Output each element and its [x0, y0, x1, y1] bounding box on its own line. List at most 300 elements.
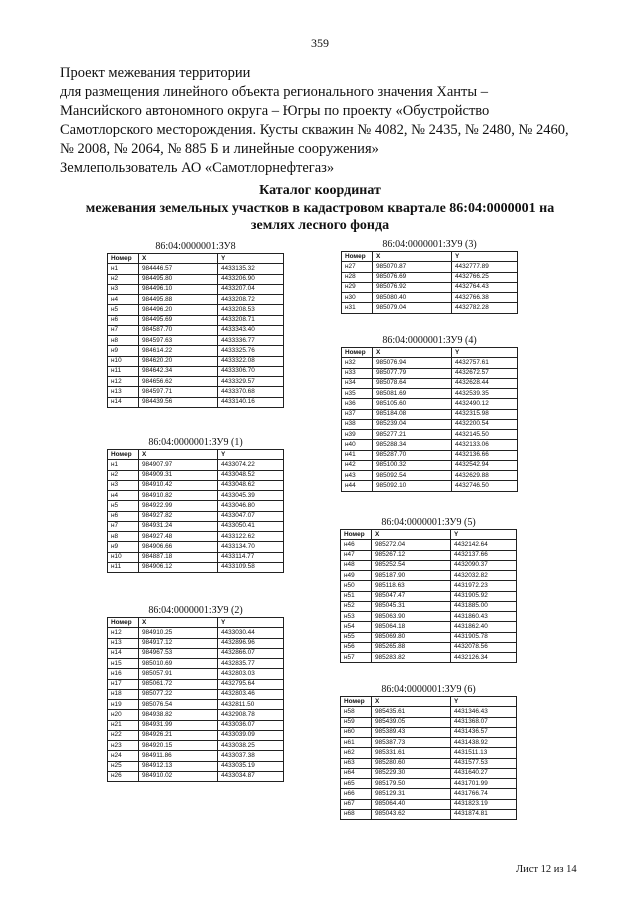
- y-coordinate-cell: 4432315.98: [452, 409, 518, 419]
- table-row: [108, 264, 284, 274]
- column-header-x: X: [373, 348, 452, 358]
- table-row: [108, 460, 284, 470]
- point-number-cell: н23: [108, 741, 139, 751]
- column-header-x: X: [372, 530, 451, 540]
- x-coordinate-cell: 985265.88: [372, 642, 451, 652]
- header-line: для размещения линейного объекта регионального значения Ханты –: [60, 84, 488, 100]
- point-number-cell: н37: [342, 409, 373, 419]
- table-row: [342, 262, 518, 272]
- page-number: 359: [311, 36, 329, 50]
- y-coordinate-cell: 4433206.90: [218, 274, 284, 284]
- table-row: [342, 481, 518, 491]
- table-row: [341, 768, 517, 778]
- x-coordinate-cell: 984927.82: [139, 511, 218, 521]
- x-coordinate-cell: 985179.50: [372, 779, 451, 789]
- table-row: [108, 628, 284, 638]
- table-row: [341, 738, 517, 748]
- y-coordinate-cell: 4431972.23: [451, 581, 517, 591]
- point-number-cell: н3: [108, 480, 139, 490]
- x-coordinate-cell: 985061.72: [139, 679, 218, 689]
- x-coordinate-cell: 985239.04: [373, 419, 452, 429]
- table-row: [342, 389, 518, 399]
- x-coordinate-cell: 985092.54: [373, 471, 452, 481]
- y-coordinate-cell: 4433343.40: [218, 325, 284, 335]
- point-number-cell: н5: [108, 305, 139, 315]
- table-row: [108, 377, 284, 387]
- table-row: [341, 707, 517, 717]
- table-row: [108, 689, 284, 699]
- x-coordinate-cell: 985283.82: [372, 653, 451, 663]
- x-coordinate-cell: 985277.21: [373, 430, 452, 440]
- y-coordinate-cell: 4433035.19: [218, 761, 284, 771]
- point-number-cell: н16: [108, 669, 139, 679]
- header-line: Самотлорского месторождения. Кусты скважин № 4082, № 2435, № 2480, № 2460,: [60, 122, 569, 138]
- table-row: [108, 638, 284, 648]
- y-coordinate-cell: 4433208.53: [218, 305, 284, 315]
- x-coordinate-cell: 984927.48: [139, 532, 218, 542]
- x-coordinate-cell: 985252.54: [372, 560, 451, 570]
- y-coordinate-cell: 4433207.04: [218, 284, 284, 294]
- table-row: [108, 730, 284, 740]
- point-number-cell: н26: [108, 771, 139, 781]
- y-coordinate-cell: 4433036.07: [218, 720, 284, 730]
- y-coordinate-cell: 4431905.78: [451, 632, 517, 642]
- y-coordinate-cell: 4433034.87: [218, 771, 284, 781]
- column-header-number: Номер: [108, 254, 139, 264]
- table-row: [341, 591, 517, 601]
- table-row: [342, 368, 518, 378]
- column-header-number: Номер: [108, 618, 139, 628]
- catalog-title-line: межевания земельных участков в кадастровом квартале 86:04:0000001 на: [85, 200, 555, 216]
- table-row: [108, 295, 284, 305]
- column-header-number: Номер: [108, 450, 139, 460]
- x-coordinate-cell: 984907.97: [139, 460, 218, 470]
- point-number-cell: н34: [342, 378, 373, 388]
- point-number-cell: н3: [108, 284, 139, 294]
- coord-block-zu9-3: [341, 239, 518, 314]
- table-row: [341, 571, 517, 581]
- x-coordinate-cell: 984912.13: [139, 761, 218, 771]
- y-coordinate-cell: 4432766.38: [452, 293, 518, 303]
- column-header-y: Y: [452, 252, 518, 262]
- table-row: [341, 601, 517, 611]
- x-coordinate-cell: 985076.92: [373, 282, 452, 292]
- y-coordinate-cell: 4431436.57: [451, 727, 517, 737]
- table-row: [108, 521, 284, 531]
- x-coordinate-cell: 985043.62: [372, 809, 451, 819]
- x-coordinate-cell: 985069.80: [372, 632, 451, 642]
- coord-block-zu9-5: [340, 517, 517, 663]
- table-row: [108, 761, 284, 771]
- x-coordinate-cell: 985331.61: [372, 748, 451, 758]
- x-coordinate-cell: 984495.88: [139, 295, 218, 305]
- x-coordinate-cell: 985389.43: [372, 727, 451, 737]
- table-row: [341, 632, 517, 642]
- table-caption: 86:04:0000001:ЗУ9 (6): [381, 684, 476, 695]
- point-number-cell: н63: [341, 758, 372, 768]
- x-coordinate-cell: 984614.22: [139, 346, 218, 356]
- x-coordinate-cell: 984909.31: [139, 470, 218, 480]
- point-number-cell: н43: [342, 471, 373, 481]
- x-coordinate-cell: 984887.18: [139, 552, 218, 562]
- y-coordinate-cell: 4433336.77: [218, 336, 284, 346]
- point-number-cell: н42: [342, 460, 373, 470]
- y-coordinate-cell: 4433039.09: [218, 730, 284, 740]
- table-row: [342, 282, 518, 292]
- table-row: [108, 470, 284, 480]
- table-row: [342, 358, 518, 368]
- x-coordinate-cell: 984931.24: [139, 521, 218, 531]
- point-number-cell: н39: [342, 430, 373, 440]
- y-coordinate-cell: 4431860.43: [451, 612, 517, 622]
- y-coordinate-cell: 4433047.07: [218, 511, 284, 521]
- x-coordinate-cell: 984446.57: [139, 264, 218, 274]
- point-number-cell: н13: [108, 387, 139, 397]
- x-coordinate-cell: 985079.04: [373, 303, 452, 313]
- coordinates-table: [107, 617, 284, 782]
- table-row: [108, 710, 284, 720]
- table-row: [108, 720, 284, 730]
- x-coordinate-cell: 985272.04: [372, 540, 451, 550]
- point-number-cell: н55: [341, 632, 372, 642]
- x-coordinate-cell: 984911.86: [139, 751, 218, 761]
- x-coordinate-cell: 985100.32: [373, 460, 452, 470]
- y-coordinate-cell: 4432766.25: [452, 272, 518, 282]
- y-coordinate-cell: 4433122.62: [218, 532, 284, 542]
- x-coordinate-cell: 985064.40: [372, 799, 451, 809]
- point-number-cell: н54: [341, 622, 372, 632]
- x-coordinate-cell: 984587.70: [139, 325, 218, 335]
- y-coordinate-cell: 4432126.34: [451, 653, 517, 663]
- x-coordinate-cell: 984642.34: [139, 366, 218, 376]
- x-coordinate-cell: 984910.02: [139, 771, 218, 781]
- table-row: [341, 799, 517, 809]
- x-coordinate-cell: 985184.08: [373, 409, 452, 419]
- point-number-cell: н41: [342, 450, 373, 460]
- x-coordinate-cell: 984917.12: [139, 638, 218, 648]
- point-number-cell: н65: [341, 779, 372, 789]
- table-row: [342, 460, 518, 470]
- x-coordinate-cell: 984597.63: [139, 336, 218, 346]
- x-coordinate-cell: 985439.05: [372, 717, 451, 727]
- table-row: [108, 669, 284, 679]
- point-number-cell: н57: [341, 653, 372, 663]
- point-number-cell: н8: [108, 336, 139, 346]
- y-coordinate-cell: 4432757.61: [452, 358, 518, 368]
- point-number-cell: н33: [342, 368, 373, 378]
- x-coordinate-cell: 985010.69: [139, 659, 218, 669]
- table-header-row: [342, 252, 518, 262]
- point-number-cell: н7: [108, 521, 139, 531]
- y-coordinate-cell: 4432539.35: [452, 389, 518, 399]
- table-row: [108, 480, 284, 490]
- table-row: [342, 293, 518, 303]
- y-coordinate-cell: 4432782.28: [452, 303, 518, 313]
- table-row: [108, 542, 284, 552]
- table-row: [108, 659, 284, 669]
- y-coordinate-cell: 4432764.43: [452, 282, 518, 292]
- x-coordinate-cell: 984920.15: [139, 741, 218, 751]
- point-number-cell: н27: [342, 262, 373, 272]
- y-coordinate-cell: 4432200.54: [452, 419, 518, 429]
- coordinates-table: [340, 529, 517, 663]
- point-number-cell: н35: [342, 389, 373, 399]
- point-number-cell: н64: [341, 768, 372, 778]
- point-number-cell: н9: [108, 346, 139, 356]
- column-header-x: X: [139, 618, 218, 628]
- point-number-cell: н11: [108, 366, 139, 376]
- x-coordinate-cell: 985387.73: [372, 738, 451, 748]
- x-coordinate-cell: 985435.61: [372, 707, 451, 717]
- point-number-cell: н56: [341, 642, 372, 652]
- y-coordinate-cell: 4433306.70: [218, 366, 284, 376]
- point-number-cell: н38: [342, 419, 373, 429]
- coordinates-table: [107, 253, 284, 408]
- y-coordinate-cell: 4433109.58: [218, 562, 284, 572]
- y-coordinate-cell: 4432490.12: [452, 399, 518, 409]
- coord-block-zu9-2: [107, 605, 284, 782]
- y-coordinate-cell: 4432145.50: [452, 430, 518, 440]
- y-coordinate-cell: 4432866.07: [218, 648, 284, 658]
- table-row: [108, 274, 284, 284]
- y-coordinate-cell: 4432136.66: [452, 450, 518, 460]
- point-number-cell: н1: [108, 460, 139, 470]
- y-coordinate-cell: 4432629.88: [452, 471, 518, 481]
- point-number-cell: н22: [108, 730, 139, 740]
- y-coordinate-cell: 4432835.77: [218, 659, 284, 669]
- table-row: [108, 648, 284, 658]
- table-header-row: [108, 254, 284, 264]
- y-coordinate-cell: 4431862.40: [451, 622, 517, 632]
- column-header-y: Y: [452, 348, 518, 358]
- column-header-number: Номер: [341, 697, 372, 707]
- y-coordinate-cell: 4433135.32: [218, 264, 284, 274]
- y-coordinate-cell: 4432777.89: [452, 262, 518, 272]
- y-coordinate-cell: 4433045.39: [218, 491, 284, 501]
- x-coordinate-cell: 985064.18: [372, 622, 451, 632]
- table-caption: 86:04:0000001:ЗУ8: [155, 241, 236, 252]
- point-number-cell: н2: [108, 470, 139, 480]
- point-number-cell: н52: [341, 601, 372, 611]
- table-row: [108, 284, 284, 294]
- catalog-title-line: землях лесного фонда: [250, 218, 390, 233]
- point-number-cell: н53: [341, 612, 372, 622]
- y-coordinate-cell: 4432078.56: [451, 642, 517, 652]
- table-row: [341, 581, 517, 591]
- table-row: [341, 809, 517, 819]
- point-number-cell: н24: [108, 751, 139, 761]
- table-row: [342, 450, 518, 460]
- y-coordinate-cell: 4432803.03: [218, 669, 284, 679]
- y-coordinate-cell: 4433370.68: [218, 387, 284, 397]
- y-coordinate-cell: 4431511.13: [451, 748, 517, 758]
- point-number-cell: н40: [342, 440, 373, 450]
- table-caption: 86:04:0000001:ЗУ9 (2): [148, 605, 243, 616]
- y-coordinate-cell: 4431368.07: [451, 717, 517, 727]
- y-coordinate-cell: 4431577.53: [451, 758, 517, 768]
- table-row: [342, 471, 518, 481]
- point-number-cell: н4: [108, 491, 139, 501]
- point-number-cell: н2: [108, 274, 139, 284]
- point-number-cell: н12: [108, 628, 139, 638]
- point-number-cell: н29: [342, 282, 373, 292]
- table-row: [108, 700, 284, 710]
- table-row: [341, 758, 517, 768]
- y-coordinate-cell: 4432133.06: [452, 440, 518, 450]
- x-coordinate-cell: 985267.12: [372, 550, 451, 560]
- x-coordinate-cell: 984495.80: [139, 274, 218, 284]
- point-number-cell: н59: [341, 717, 372, 727]
- point-number-cell: н28: [342, 272, 373, 282]
- point-number-cell: н30: [342, 293, 373, 303]
- table-row: [341, 622, 517, 632]
- catalog-title: [60, 182, 580, 235]
- point-number-cell: н8: [108, 532, 139, 542]
- x-coordinate-cell: 985129.31: [372, 789, 451, 799]
- point-number-cell: н47: [341, 550, 372, 560]
- point-number-cell: н46: [341, 540, 372, 550]
- header-line: Мансийского автономного округа – Югры по проекту «Обустройство: [60, 103, 490, 119]
- y-coordinate-cell: 4433329.57: [218, 377, 284, 387]
- table-caption: 86:04:0000001:ЗУ9 (1): [148, 437, 243, 448]
- point-number-cell: н14: [108, 648, 139, 658]
- x-coordinate-cell: 984910.42: [139, 480, 218, 490]
- y-coordinate-cell: 4433208.71: [218, 315, 284, 325]
- table-header-row: [342, 348, 518, 358]
- table-row: [108, 325, 284, 335]
- y-coordinate-cell: 4433074.22: [218, 460, 284, 470]
- y-coordinate-cell: 4431346.43: [451, 707, 517, 717]
- table-row: [342, 303, 518, 313]
- coord-block-zu8: [107, 241, 284, 408]
- y-coordinate-cell: 4432803.46: [218, 689, 284, 699]
- column-header-y: Y: [451, 530, 517, 540]
- x-coordinate-cell: 985078.64: [373, 378, 452, 388]
- x-coordinate-cell: 985057.91: [139, 669, 218, 679]
- point-number-cell: н14: [108, 397, 139, 407]
- table-header-row: [341, 697, 517, 707]
- sheet-footer: Лист 12 из 14: [516, 864, 577, 875]
- column-header-y: Y: [451, 697, 517, 707]
- coord-block-zu9-6: [340, 684, 517, 820]
- coord-block-zu9-4: [341, 335, 518, 492]
- point-number-cell: н17: [108, 679, 139, 689]
- y-coordinate-cell: 4433208.72: [218, 295, 284, 305]
- table-header-row: [108, 450, 284, 460]
- x-coordinate-cell: 985287.70: [373, 450, 452, 460]
- table-row: [341, 653, 517, 663]
- table-row: [108, 491, 284, 501]
- y-coordinate-cell: 4433046.80: [218, 501, 284, 511]
- y-coordinate-cell: 4432908.78: [218, 710, 284, 720]
- point-number-cell: н61: [341, 738, 372, 748]
- x-coordinate-cell: 985076.54: [139, 700, 218, 710]
- table-header-row: [341, 530, 517, 540]
- header-line: Землепользователь АО «Самотлорнефтегаз»: [60, 160, 335, 176]
- y-coordinate-cell: 4433048.52: [218, 470, 284, 480]
- point-number-cell: н44: [342, 481, 373, 491]
- table-row: [341, 540, 517, 550]
- column-header-y: Y: [218, 618, 284, 628]
- table-row: [341, 612, 517, 622]
- x-coordinate-cell: 984495.69: [139, 315, 218, 325]
- table-row: [341, 642, 517, 652]
- table-caption: 86:04:0000001:ЗУ9 (4): [382, 335, 477, 346]
- point-number-cell: н60: [341, 727, 372, 737]
- x-coordinate-cell: 984910.25: [139, 628, 218, 638]
- table-row: [108, 305, 284, 315]
- point-number-cell: н9: [108, 542, 139, 552]
- point-number-cell: н6: [108, 511, 139, 521]
- column-header-x: X: [139, 450, 218, 460]
- table-row: [342, 430, 518, 440]
- y-coordinate-cell: 4433030.44: [218, 628, 284, 638]
- y-coordinate-cell: 4431874.81: [451, 809, 517, 819]
- column-header-x: X: [372, 697, 451, 707]
- y-coordinate-cell: 4433322.08: [218, 356, 284, 366]
- x-coordinate-cell: 985047.47: [372, 591, 451, 601]
- table-header-row: [108, 618, 284, 628]
- y-coordinate-cell: 4433048.62: [218, 480, 284, 490]
- table-row: [342, 378, 518, 388]
- point-number-cell: н4: [108, 295, 139, 305]
- y-coordinate-cell: 4433038.25: [218, 741, 284, 751]
- y-coordinate-cell: 4432811.50: [218, 700, 284, 710]
- point-number-cell: н51: [341, 591, 372, 601]
- x-coordinate-cell: 985077.79: [373, 368, 452, 378]
- point-number-cell: н32: [342, 358, 373, 368]
- table-row: [341, 717, 517, 727]
- table-row: [108, 562, 284, 572]
- y-coordinate-cell: 4432137.66: [451, 550, 517, 560]
- y-coordinate-cell: 4431905.92: [451, 591, 517, 601]
- x-coordinate-cell: 984496.10: [139, 284, 218, 294]
- column-header-x: X: [139, 254, 218, 264]
- table-row: [341, 560, 517, 570]
- y-coordinate-cell: 4431766.74: [451, 789, 517, 799]
- table-row: [341, 789, 517, 799]
- column-header-number: Номер: [342, 252, 373, 262]
- y-coordinate-cell: 4432672.57: [452, 368, 518, 378]
- table-row: [108, 501, 284, 511]
- x-coordinate-cell: 984496.20: [139, 305, 218, 315]
- coordinates-table: [107, 449, 284, 573]
- point-number-cell: н67: [341, 799, 372, 809]
- y-coordinate-cell: 4431885.00: [451, 601, 517, 611]
- table-row: [108, 315, 284, 325]
- x-coordinate-cell: 985288.34: [373, 440, 452, 450]
- y-coordinate-cell: 4431823.19: [451, 799, 517, 809]
- catalog-title-line: Каталог координат: [259, 183, 381, 198]
- point-number-cell: н7: [108, 325, 139, 335]
- table-row: [342, 272, 518, 282]
- point-number-cell: н11: [108, 562, 139, 572]
- x-coordinate-cell: 984906.12: [139, 562, 218, 572]
- table-row: [342, 419, 518, 429]
- y-coordinate-cell: 4432896.96: [218, 638, 284, 648]
- x-coordinate-cell: 984926.21: [139, 730, 218, 740]
- point-number-cell: н68: [341, 809, 372, 819]
- table-row: [342, 409, 518, 419]
- table-row: [108, 771, 284, 781]
- y-coordinate-cell: 4433050.41: [218, 521, 284, 531]
- point-number-cell: н31: [342, 303, 373, 313]
- y-coordinate-cell: 4431701.99: [451, 779, 517, 789]
- y-coordinate-cell: 4433134.70: [218, 542, 284, 552]
- point-number-cell: н18: [108, 689, 139, 699]
- y-coordinate-cell: 4431640.27: [451, 768, 517, 778]
- x-coordinate-cell: 985076.69: [373, 272, 452, 282]
